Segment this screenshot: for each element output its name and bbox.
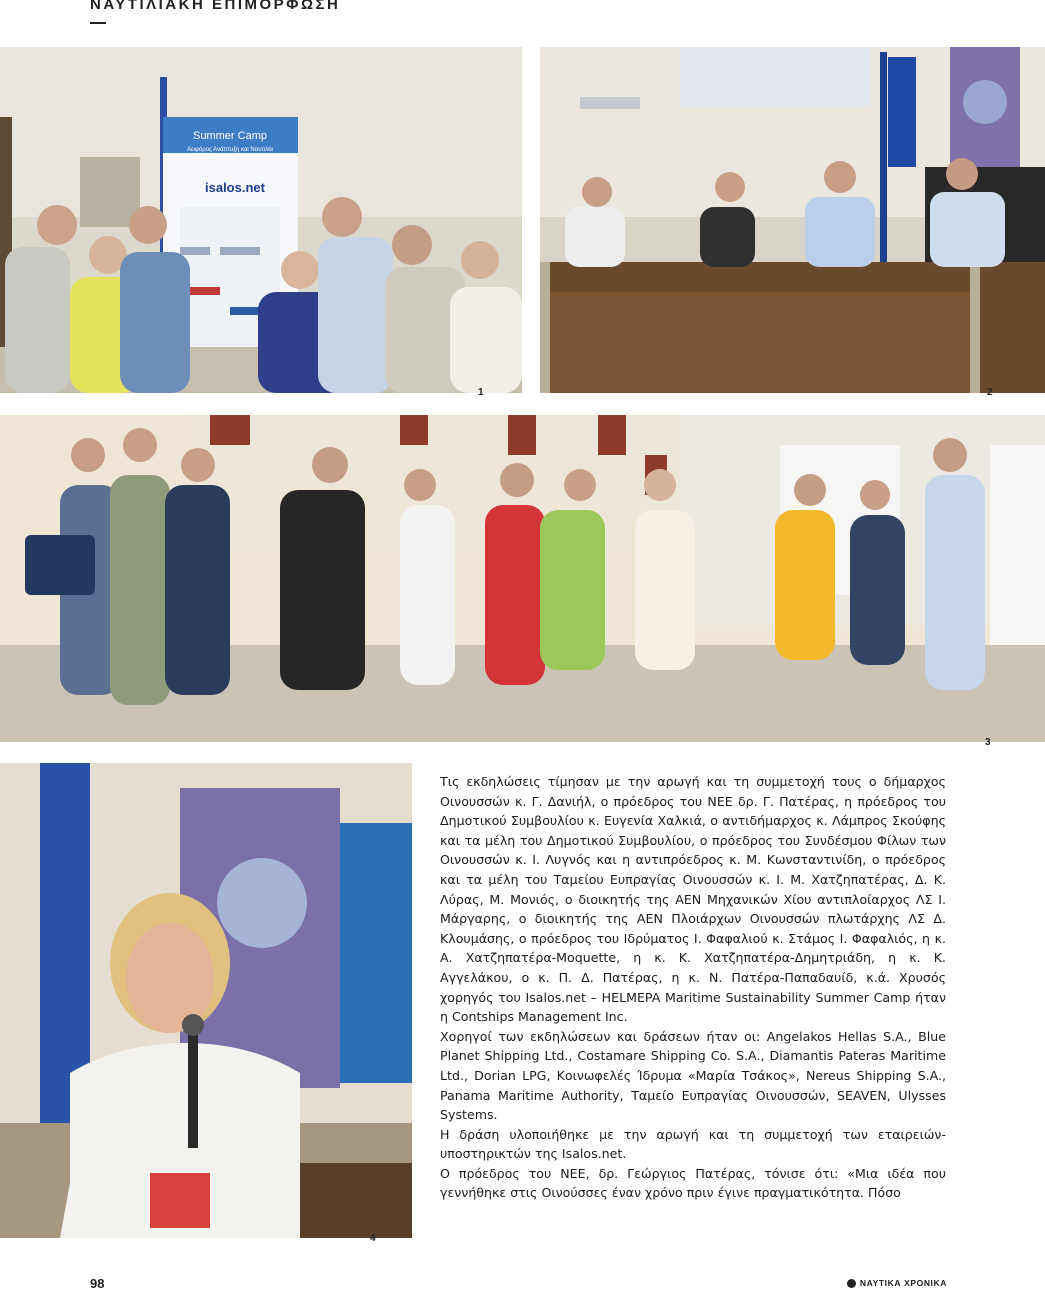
footer-brand — [847, 1278, 947, 1288]
article-paragraph: Ο πρόεδρος του ΝΕΕ, δρ. Γεώργιος Πατέρας, τόνισε ότι: «Μια ιδέα που γεννήθηκε στις Οινούσσες έναν χρόνο πριν έγινε πραγματικότητα. Πόσο — [440, 1165, 946, 1201]
photo-group-banner — [0, 47, 522, 398]
photo-number-1: 1 — [478, 387, 484, 398]
banner-logo: isalos.net — [205, 180, 265, 195]
photo-speaker — [0, 763, 412, 1244]
brand-name: ΝΑΥΤΙΚΑ ΧΡΟΝΙΚΑ — [859, 1278, 947, 1288]
brand-logo-icon — [847, 1279, 856, 1288]
photo-number-3: 3 — [985, 737, 991, 748]
page-number: 98 — [90, 1276, 105, 1291]
photo-number-4: 4 — [370, 1233, 376, 1244]
section-title: ΝΑΥΤΙΛΙΑΚΗ ΕΠΙΜΟΡΦΩΣΗ — [90, 0, 341, 13]
article-paragraph: Χορηγοί των εκδηλώσεων και δράσεων ήταν οι: Angelakos Hellas S.A., Blue Planet Shipping Ltd., Costamare Shipping Co. S.A., Diamantis Pateras Maritime Ltd., Dorian LPG, Κοινωφελές Ίδρυμα «Μαρία Τσάκος», Nereus Shipping S.A., Panama Maritime Authority, Ταμείο Ευπραγίας Οινουσσών, SEAVEN, Ulysses Systems. — [440, 1028, 946, 1123]
photo-number-2: 2 — [987, 387, 993, 398]
photo-outdoor-group — [0, 415, 1045, 748]
banner-title: Summer Camp — [193, 130, 267, 142]
article-body — [440, 772, 946, 1203]
photo-panel-table — [540, 47, 1045, 398]
article-paragraph: Η δράση υλοποιήθηκε με την αρωγή και τη συμμετοχή των εταιρειών-υποστηρικτών της Isalos.net. — [440, 1126, 946, 1162]
article-paragraph: Τις εκδηλώσεις τίμησαν με την αρωγή και τη συμμετοχή τους ο δήμαρχος Οινουσσών κ. Γ. Δανιήλ, ο πρόεδρος του ΝΕΕ δρ. Γ. Πατέρας, η πρόεδρος του Δημοτικού Συμβουλίου κ. Ευγενία Χαλκιά, ο αντιδήμαρχος κ. Λάμπρος Σκούφης και τα μέλη του Δημοτικού Συμβουλίου, ο πρόεδρος του Συνδέσμου Φίλων των Οινουσσών κ. Ι. Λυγνός και η αντιπρόεδρος κ. Μ. Κωνσταντινίδη, ο πρόεδρος και τα μέλη του Ταμείου Ευπραγίας Οινουσσών κ. Ι. Μ. Χατζηπατέρας, Δ. Κ. Λύρας, Μ. Μονιός, ο διοικητής της ΑΕΝ Μηχανικών Χίου αντιπλοίαρχος ΛΣ Ι. Μάργαρης, ο διοικητής της ΑΕΝ Πλοιάρχων Οινουσσών πλωτάρχης ΛΣ Δ. Κλουμάσης, ο πρόεδρος του Ιδρύματος Ι. Φαφαλιού κ. Στάμος Ι. Φαφαλιός, η κ. Α. Χατζηπατέρα-Moquette, η κ. Κ. Χατζηπατέρα-Δημητριάδη, η κ. Κ. Αγγελάκου, ο κ. Π. Δ. Πατέρας, η κ. Ν. Πατέρα-Παπαδαυίδ, κ.ά. Χρυσός χορηγός του Isalos.net – HELMEPA Maritime Sustainability Summer Camp ήταν η Contships Management Inc. — [440, 774, 946, 1025]
section-dash — [90, 22, 106, 24]
banner-subtitle: Αειφόρος Ανάπτυξη και Ναυτιλία — [186, 147, 274, 153]
